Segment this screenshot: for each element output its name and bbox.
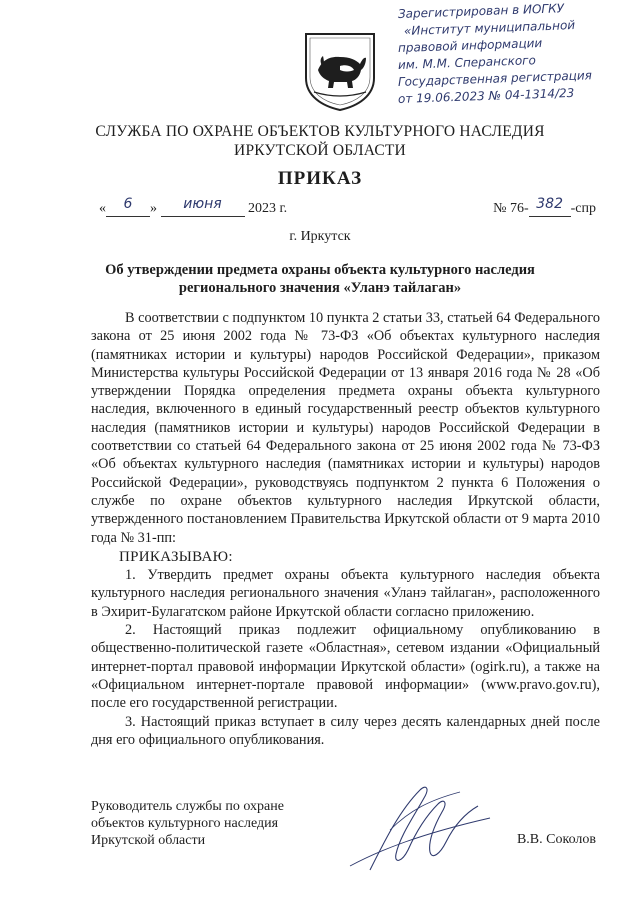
stamp-line-3: правовой информации bbox=[397, 35, 543, 55]
agency-name-line1: СЛУЖБА ПО ОХРАНЕ ОБЪЕКТОВ КУЛЬТУРНОГО НАСЛЕДИЯ bbox=[95, 123, 545, 140]
order-item-2: 2. Настоящий приказ подлежит официальному опубликованию в общественно-политической газете «Областная», сетевом издании «Официальный интернет-портал правовой информации Иркутской области» (ogirk.ru), а также на «Официальном интернет-портале правовой информации» (www.pravo.gov.ru), после его государственной регистрации. bbox=[91, 622, 600, 712]
order-number bbox=[493, 196, 596, 217]
number-suffix: -спр bbox=[570, 201, 596, 216]
number-prefix: № 76- bbox=[493, 201, 529, 216]
document-title bbox=[0, 261, 640, 297]
registration-stamp bbox=[397, 1, 593, 106]
order-item-1: 1. Утвердить предмет охраны объекта культурного наследия объекта культурного наследия регионального значения «Уланэ тайлаган», расположенного в Эхирит-Булагатском районе Иркутской области согласно приложению. bbox=[91, 567, 600, 620]
date-month-field bbox=[161, 196, 245, 217]
agency-name-line2: ИРКУТСКОЙ ОБЛАСТИ bbox=[234, 142, 406, 159]
agency-name bbox=[0, 122, 640, 160]
date-year: 2023 г. bbox=[248, 201, 288, 216]
order-date bbox=[99, 196, 288, 217]
signatory-name: В.В. Соколов bbox=[516, 832, 596, 847]
coat-of-arms-icon bbox=[300, 30, 380, 112]
document-title-line2: регионального значения «Уланэ тайлаган» bbox=[178, 280, 462, 296]
stamp-line-2: «Институт муниципальной bbox=[403, 18, 576, 38]
signatory-position-line2: объектов культурного наследия bbox=[91, 816, 279, 831]
date-day: 6 bbox=[123, 196, 133, 212]
document-body bbox=[91, 309, 600, 749]
date-close-quote: » bbox=[150, 201, 157, 216]
stamp-line-1: Зарегистрирован в ИОГКУ bbox=[397, 1, 565, 21]
number-value: 382 bbox=[536, 196, 563, 212]
number-field bbox=[529, 196, 571, 217]
document-type: ПРИКАЗ bbox=[277, 168, 363, 189]
stamp-line-6: от 19.06.2023 № 04-1314/23 bbox=[397, 85, 575, 106]
handwritten-signature bbox=[330, 770, 510, 880]
order-item-3: 3. Настоящий приказ вступает в силу через десять календарных дней после дня его официального опубликования. bbox=[91, 713, 600, 748]
date-day-field bbox=[106, 196, 150, 217]
document-title-line1: Об утверждении предмета охраны объекта культурного наследия bbox=[105, 262, 535, 278]
order-word: ПРИКАЗЫВАЮ: bbox=[119, 548, 233, 565]
date-open-quote: « bbox=[99, 201, 106, 216]
stamp-line-4: им. М.М. Сперанского bbox=[397, 53, 537, 72]
stamp-line-5: Государственная регистрация bbox=[397, 68, 593, 89]
city: г. Иркутск bbox=[289, 229, 351, 244]
signatory-position-line1: Руководитель службы по охране bbox=[91, 799, 284, 814]
signatory-position-line3: Иркутской области bbox=[91, 833, 206, 848]
date-month: июня bbox=[183, 196, 222, 212]
signatory-position bbox=[91, 798, 284, 849]
preamble-paragraph: В соответствии с подпунктом 10 пункта 2 статьи 33, статьей 64 Федерального закона от 25 июня 2002 года № 73-ФЗ «Об объектах культурного наследия (памятниках истории и культуры) народов Российской Федерации», приказом Министерства культуры Российской Федерации от 13 января 2016 года № 28 «Об утверждении Порядка определения предмета охраны объекта культурного наследия, включенного в единый государственный реестр объектов культурного наследия (памятников истории и культуры) народов Российской Федерации в соответствии со статьей 64 Федерального закона от 25 июня 2002 года № 73-ФЗ «Об объектах культурного наследия (памятниках истории и культуры) народов Российской Федерации», руководствуясь подпунктом 2 пункта 6 Положения о службе по охране объектов культурного наследия Иркутской области, утвержденного постановлением Правительства Иркутской области от 9 марта 2010 года № 31-пп: bbox=[91, 310, 600, 546]
